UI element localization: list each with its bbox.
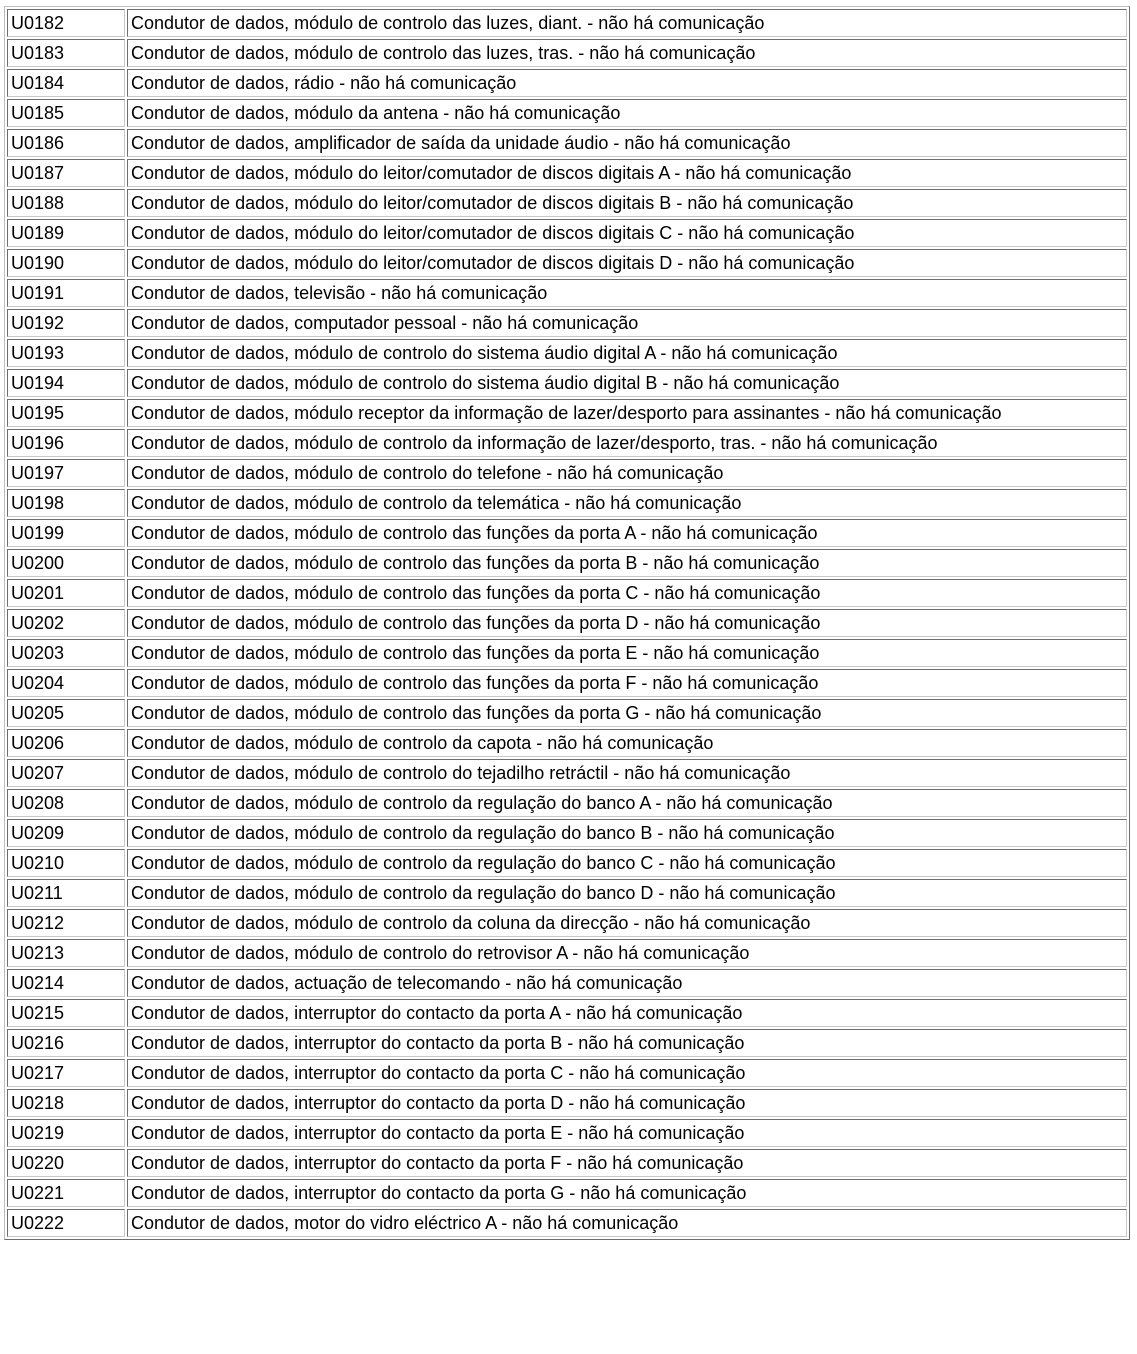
dtc-description-cell: Condutor de dados, módulo de controlo das funções da porta F - não há comunicação (127, 669, 1127, 697)
table-row (7, 99, 1127, 127)
table-row (7, 969, 1127, 997)
table-row (7, 39, 1127, 67)
table-row (7, 9, 1127, 37)
dtc-description-cell: Condutor de dados, interruptor do contacto da porta D - não há comunicação (127, 1089, 1127, 1117)
dtc-code-cell: U0189 (7, 219, 125, 247)
dtc-description-cell: Condutor de dados, amplificador de saída da unidade áudio - não há comunicação (127, 129, 1127, 157)
dtc-description-cell: Condutor de dados, interruptor do contacto da porta A - não há comunicação (127, 999, 1127, 1027)
dtc-description-cell: Condutor de dados, módulo receptor da informação de lazer/desporto para assinantes - não há comunicação (127, 399, 1127, 427)
table-row (7, 279, 1127, 307)
dtc-description-cell: Condutor de dados, módulo de controlo da regulação do banco C - não há comunicação (127, 849, 1127, 877)
dtc-code-cell: U0219 (7, 1119, 125, 1147)
table-row (7, 1179, 1127, 1207)
dtc-code-cell: U0218 (7, 1089, 125, 1117)
dtc-description-cell: Condutor de dados, módulo de controlo das funções da porta G - não há comunicação (127, 699, 1127, 727)
dtc-code-cell: U0216 (7, 1029, 125, 1057)
dtc-description-cell: Condutor de dados, módulo de controlo do retrovisor A - não há comunicação (127, 939, 1127, 967)
dtc-description-cell: Condutor de dados, módulo de controlo da capota - não há comunicação (127, 729, 1127, 757)
dtc-code-cell: U0208 (7, 789, 125, 817)
table-row (7, 819, 1127, 847)
dtc-description-cell: Condutor de dados, módulo de controlo da regulação do banco B - não há comunicação (127, 819, 1127, 847)
dtc-description-cell: Condutor de dados, módulo de controlo do sistema áudio digital A - não há comunicação (127, 339, 1127, 367)
dtc-code-cell: U0185 (7, 99, 125, 127)
dtc-description-cell: Condutor de dados, módulo de controlo da regulação do banco D - não há comunicação (127, 879, 1127, 907)
dtc-code-cell: U0194 (7, 369, 125, 397)
dtc-code-cell: U0213 (7, 939, 125, 967)
dtc-code-cell: U0187 (7, 159, 125, 187)
table-row (7, 339, 1127, 367)
dtc-code-cell: U0210 (7, 849, 125, 877)
table-row (7, 639, 1127, 667)
table-row (7, 549, 1127, 577)
dtc-code-cell: U0211 (7, 879, 125, 907)
dtc-code-cell: U0186 (7, 129, 125, 157)
dtc-code-cell: U0209 (7, 819, 125, 847)
dtc-code-cell: U0215 (7, 999, 125, 1027)
table-row (7, 459, 1127, 487)
table-row (7, 69, 1127, 97)
dtc-code-cell: U0207 (7, 759, 125, 787)
dtc-description-cell: Condutor de dados, módulo de controlo das funções da porta B - não há comunicação (127, 549, 1127, 577)
dtc-description-cell: Condutor de dados, módulo do leitor/comutador de discos digitais C - não há comunicação (127, 219, 1127, 247)
dtc-code-cell: U0201 (7, 579, 125, 607)
dtc-table-body (7, 9, 1127, 1237)
table-row (7, 729, 1127, 757)
dtc-code-cell: U0222 (7, 1209, 125, 1237)
dtc-description-cell: Condutor de dados, módulo de controlo das funções da porta A - não há comunicação (127, 519, 1127, 547)
dtc-code-cell: U0206 (7, 729, 125, 757)
dtc-code-cell: U0193 (7, 339, 125, 367)
dtc-description-cell: Condutor de dados, módulo de controlo da coluna da direcção - não há comunicação (127, 909, 1127, 937)
dtc-description-cell: Condutor de dados, interruptor do contacto da porta G - não há comunicação (127, 1179, 1127, 1207)
dtc-description-cell: Condutor de dados, interruptor do contacto da porta B - não há comunicação (127, 1029, 1127, 1057)
dtc-code-cell: U0212 (7, 909, 125, 937)
dtc-description-cell: Condutor de dados, módulo de controlo da informação de lazer/desporto, tras. - não há comunicação (127, 429, 1127, 457)
table-row (7, 159, 1127, 187)
dtc-description-cell: Condutor de dados, módulo de controlo do tejadilho retráctil - não há comunicação (127, 759, 1127, 787)
dtc-code-cell: U0192 (7, 309, 125, 337)
table-row (7, 429, 1127, 457)
table-row (7, 939, 1127, 967)
dtc-code-cell: U0191 (7, 279, 125, 307)
dtc-description-cell: Condutor de dados, módulo de controlo das funções da porta D - não há comunicação (127, 609, 1127, 637)
dtc-description-cell: Condutor de dados, módulo da antena - não há comunicação (127, 99, 1127, 127)
dtc-code-cell: U0199 (7, 519, 125, 547)
dtc-description-cell: Condutor de dados, televisão - não há comunicação (127, 279, 1127, 307)
dtc-description-cell: Condutor de dados, interruptor do contacto da porta C - não há comunicação (127, 1059, 1127, 1087)
table-row (7, 699, 1127, 727)
dtc-code-cell: U0200 (7, 549, 125, 577)
table-row (7, 1119, 1127, 1147)
table-row (7, 1029, 1127, 1057)
table-row (7, 579, 1127, 607)
table-row (7, 129, 1127, 157)
dtc-description-cell: Condutor de dados, computador pessoal - não há comunicação (127, 309, 1127, 337)
dtc-code-cell: U0214 (7, 969, 125, 997)
table-row (7, 399, 1127, 427)
dtc-description-cell: Condutor de dados, interruptor do contacto da porta F - não há comunicação (127, 1149, 1127, 1177)
dtc-code-cell: U0217 (7, 1059, 125, 1087)
table-row (7, 849, 1127, 877)
table-row (7, 519, 1127, 547)
dtc-code-cell: U0184 (7, 69, 125, 97)
table-row (7, 1209, 1127, 1237)
table-row (7, 759, 1127, 787)
table-row (7, 1089, 1127, 1117)
dtc-description-cell: Condutor de dados, módulo de controlo das luzes, tras. - não há comunicação (127, 39, 1127, 67)
dtc-description-cell: Condutor de dados, módulo de controlo das funções da porta C - não há comunicação (127, 579, 1127, 607)
dtc-code-cell: U0196 (7, 429, 125, 457)
dtc-description-cell: Condutor de dados, módulo de controlo das luzes, diant. - não há comunicação (127, 9, 1127, 37)
table-row (7, 1149, 1127, 1177)
dtc-code-cell: U0202 (7, 609, 125, 637)
table-row (7, 879, 1127, 907)
dtc-code-table (4, 6, 1130, 1240)
dtc-code-cell: U0221 (7, 1179, 125, 1207)
table-row (7, 369, 1127, 397)
dtc-code-cell: U0183 (7, 39, 125, 67)
dtc-description-cell: Condutor de dados, rádio - não há comunicação (127, 69, 1127, 97)
table-row (7, 309, 1127, 337)
dtc-description-cell: Condutor de dados, motor do vidro eléctrico A - não há comunicação (127, 1209, 1127, 1237)
dtc-code-cell: U0190 (7, 249, 125, 277)
dtc-description-cell: Condutor de dados, actuação de telecomando - não há comunicação (127, 969, 1127, 997)
table-row (7, 999, 1127, 1027)
dtc-description-cell: Condutor de dados, interruptor do contacto da porta E - não há comunicação (127, 1119, 1127, 1147)
table-row (7, 789, 1127, 817)
table-row (7, 909, 1127, 937)
table-row (7, 219, 1127, 247)
dtc-code-cell: U0197 (7, 459, 125, 487)
dtc-description-cell: Condutor de dados, módulo de controlo do sistema áudio digital B - não há comunicação (127, 369, 1127, 397)
dtc-description-cell: Condutor de dados, módulo de controlo da regulação do banco A - não há comunicação (127, 789, 1127, 817)
dtc-code-cell: U0198 (7, 489, 125, 517)
dtc-description-cell: Condutor de dados, módulo de controlo das funções da porta E - não há comunicação (127, 639, 1127, 667)
dtc-code-cell: U0220 (7, 1149, 125, 1177)
dtc-description-cell: Condutor de dados, módulo do leitor/comutador de discos digitais B - não há comunicação (127, 189, 1127, 217)
table-row (7, 489, 1127, 517)
dtc-code-cell: U0195 (7, 399, 125, 427)
dtc-code-cell: U0203 (7, 639, 125, 667)
table-row (7, 249, 1127, 277)
dtc-description-cell: Condutor de dados, módulo do leitor/comutador de discos digitais A - não há comunicação (127, 159, 1127, 187)
dtc-description-cell: Condutor de dados, módulo de controlo da telemática - não há comunicação (127, 489, 1127, 517)
table-row (7, 669, 1127, 697)
dtc-description-cell: Condutor de dados, módulo do leitor/comutador de discos digitais D - não há comunicação (127, 249, 1127, 277)
table-row (7, 609, 1127, 637)
dtc-code-cell: U0182 (7, 9, 125, 37)
dtc-code-cell: U0188 (7, 189, 125, 217)
dtc-code-cell: U0204 (7, 669, 125, 697)
table-row (7, 189, 1127, 217)
table-row (7, 1059, 1127, 1087)
dtc-code-cell: U0205 (7, 699, 125, 727)
dtc-description-cell: Condutor de dados, módulo de controlo do telefone - não há comunicação (127, 459, 1127, 487)
